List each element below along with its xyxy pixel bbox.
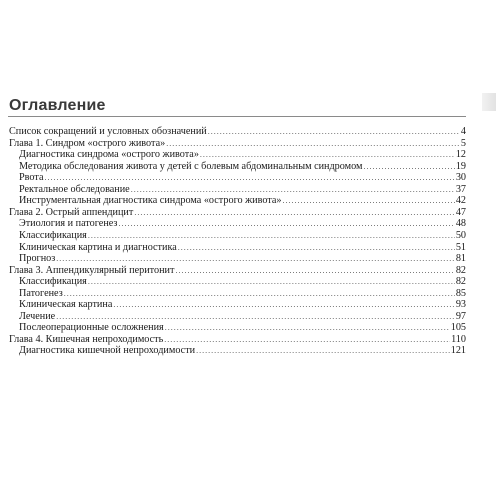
toc-entry-title: Методика обследования живота у детей с болевым абдоминальным синдромом (19, 160, 363, 172)
toc-section-entry[interactable] (19, 230, 466, 242)
toc-entry-title: Прогноз (19, 253, 56, 265)
dot-leader (196, 345, 450, 357)
toc-entry-title: Лечение (19, 310, 56, 322)
dot-leader (200, 149, 455, 161)
toc-entry-title: Глава 4. Кишечная непроходимость (9, 333, 164, 345)
toc-section-entry[interactable] (19, 276, 466, 288)
toc-entry-title: Диагностика синдрома «острого живота» (19, 149, 199, 161)
toc-entry-title: Клиническая картина (19, 299, 113, 311)
toc-entry-title: Ректальное обследование (19, 183, 130, 195)
toc-section-entry[interactable] (19, 172, 466, 184)
toc-entry-title: Рвота (19, 172, 44, 184)
dot-leader (166, 138, 460, 150)
toc-entry-page: 82 (455, 264, 466, 276)
toc-entry-page: 51 (455, 241, 466, 253)
toc-heading: Оглавление (9, 97, 106, 114)
toc-entry-page: 12 (455, 149, 466, 161)
toc-chapter-entry[interactable] (9, 334, 466, 346)
dot-leader (56, 311, 455, 323)
dot-leader (164, 334, 450, 346)
dot-leader (44, 172, 454, 184)
toc-entry-page: 5 (460, 137, 466, 149)
toc-section-entry[interactable] (19, 218, 466, 230)
toc-entry-title: Инструментальная диагностика синдрома «острого живота» (19, 195, 282, 207)
toc-entry-title: Глава 3. Аппендикулярный перитонит (9, 264, 175, 276)
dot-leader (88, 276, 455, 288)
heading-rule (8, 116, 466, 117)
toc-section-entry[interactable] (19, 149, 466, 161)
toc-section-entry[interactable] (19, 299, 466, 311)
toc-chapter-entry[interactable] (9, 207, 466, 219)
toc-entry-page: 47 (455, 206, 466, 218)
toc-section-entry[interactable] (19, 195, 466, 207)
toc-entry-page: 81 (455, 253, 466, 265)
toc-chapter-entry[interactable] (9, 265, 466, 277)
dot-leader (283, 195, 455, 207)
toc-entry-page: 42 (455, 195, 466, 207)
toc-entry-page: 30 (455, 172, 466, 184)
dot-leader (131, 184, 455, 196)
toc-section-entry[interactable] (19, 288, 466, 300)
toc-section-entry[interactable] (19, 311, 466, 323)
toc-section-entry[interactable] (19, 184, 466, 196)
dot-leader (208, 126, 460, 138)
dot-leader (134, 207, 455, 219)
toc-entry-title: Классификация (19, 229, 87, 241)
toc-chapter-entry[interactable] (9, 126, 466, 138)
toc-entry-title: Этиология и патогенез (19, 218, 118, 230)
toc-entry-title: Глава 1. Синдром «острого живота» (9, 137, 166, 149)
toc-entry-page: 48 (455, 218, 466, 230)
facing-page-edge (482, 93, 496, 111)
toc-section-entry[interactable] (19, 242, 466, 254)
dot-leader (56, 253, 455, 265)
toc-entry-title: Послеоперационные осложнения (19, 322, 164, 334)
toc-chapter-entry[interactable] (9, 138, 466, 150)
toc-entry-title: Патогенез (19, 287, 63, 299)
toc-entry-page: 110 (451, 333, 466, 345)
toc-entry-title: Классификация (19, 276, 87, 288)
toc-entry-title: Диагностика кишечной непроходимости (19, 345, 196, 357)
toc-section-entry[interactable] (19, 253, 466, 265)
toc-entry-page: 97 (455, 310, 466, 322)
dot-leader (113, 299, 454, 311)
toc-entry-page: 4 (460, 126, 466, 137)
toc-entry-page: 93 (455, 299, 466, 311)
dot-leader (88, 230, 455, 242)
toc-entry-page: 105 (450, 322, 466, 334)
dot-leader (118, 218, 454, 230)
toc-entry-page: 85 (455, 287, 466, 299)
toc-entry-page: 37 (455, 183, 466, 195)
toc-entry-title: Клиническая картина и диагностика (19, 241, 177, 253)
toc-section-entry[interactable] (19, 345, 466, 357)
dot-leader (175, 265, 454, 277)
toc-entry-title: Глава 2. Острый аппендицит (9, 206, 134, 218)
toc-entry-page: 82 (455, 276, 466, 288)
toc-entry-title: Список сокращений и условных обозначений (9, 126, 207, 137)
toc-section-entry[interactable] (19, 322, 466, 334)
dot-leader (165, 322, 450, 334)
dot-leader (64, 288, 455, 300)
toc-entry-page: 19 (455, 160, 466, 172)
toc-section-entry[interactable] (19, 161, 466, 173)
dot-leader (363, 161, 454, 173)
toc-entry-page: 50 (455, 229, 466, 241)
dot-leader (178, 242, 455, 254)
toc-entry-page: 121 (450, 345, 466, 357)
